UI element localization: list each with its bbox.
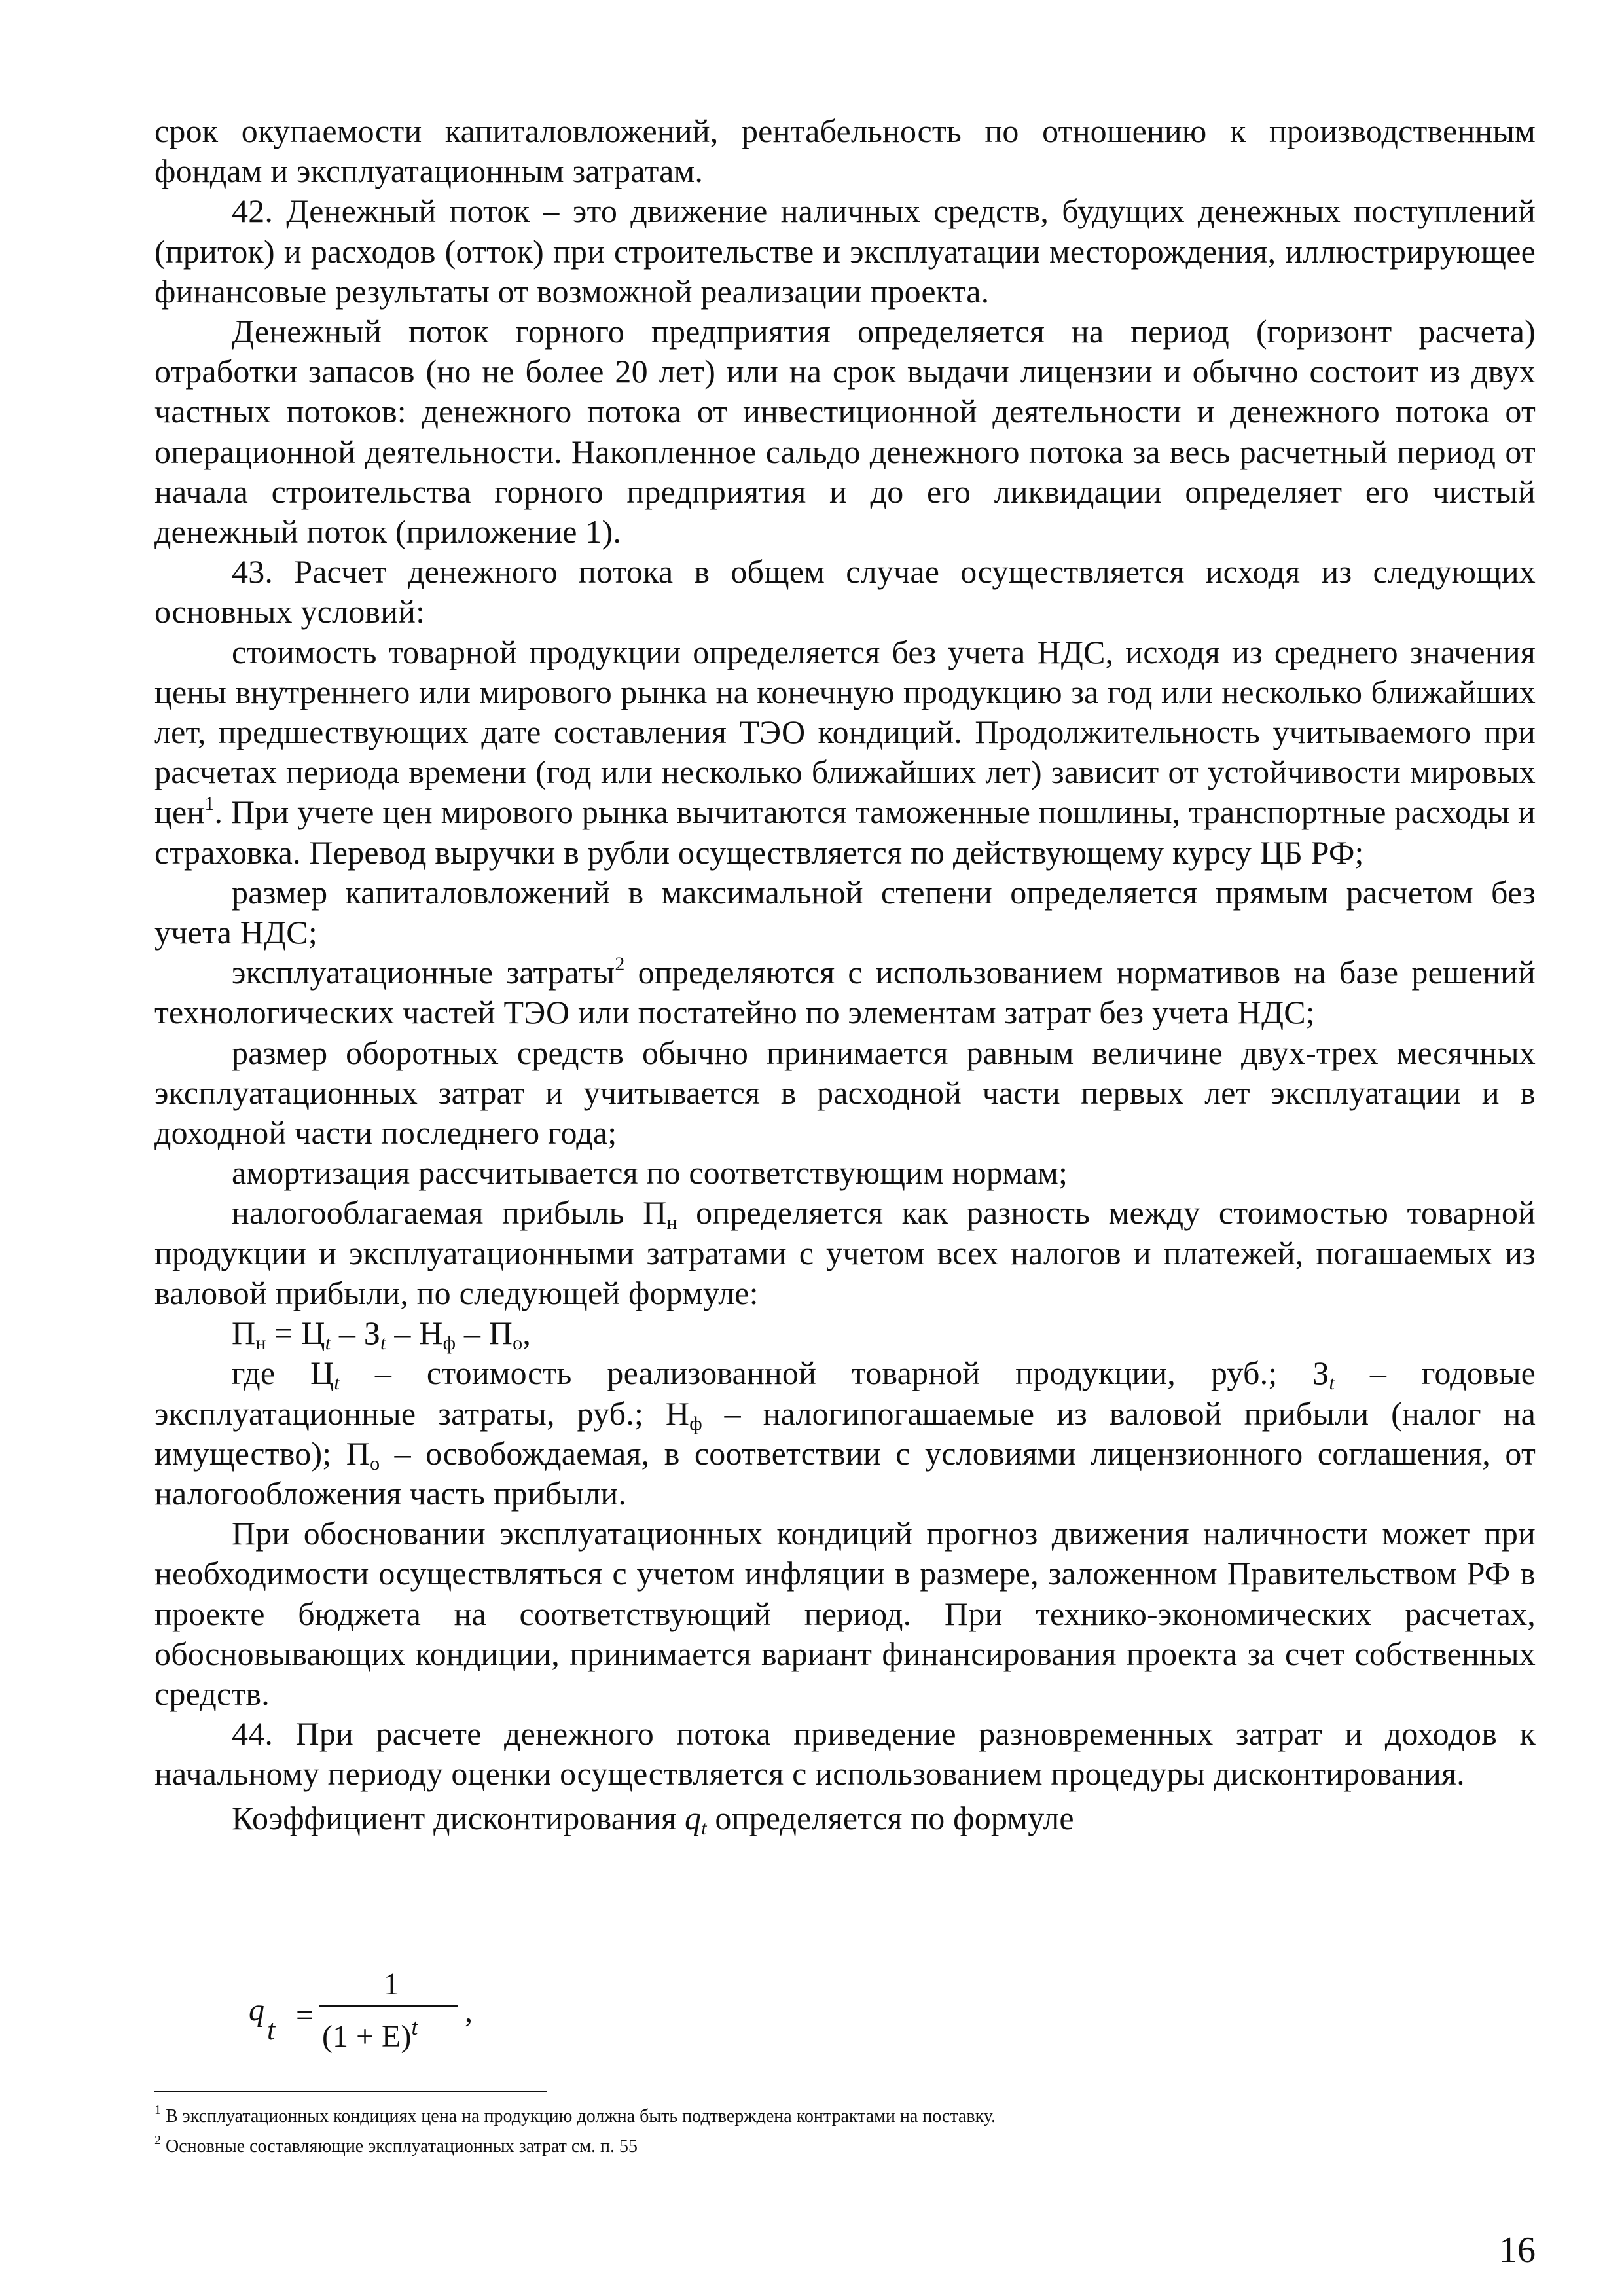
paragraph-44: 44. При расчете денежного потока приведение разновременных затрат и доходов к начальному периоду оценки осуществляется с использованием процедуры дисконтирования. (154, 1715, 1536, 1793)
document-body (154, 111, 1536, 1838)
formula-comma: , (465, 1994, 473, 2029)
paragraph: размер оборотных средств обычно принимается равным величине двух-трех месячных эксплуатационных затрат и учитывается в расходной части первых лет эксплуатации и в доходной части последнего года; (154, 1034, 1536, 1152)
footnote-1: $^1$ В эксплуатационных кондициях цена на продукцию должна быть подтверждена контрактами на поставку. (154, 2103, 996, 2126)
paragraph: где $Ц_t$ – стоимость реализованной товарной продукции, руб.; $З_t$ – годовые эксплуатационные затраты, руб.; $Н_ф$ – налогипогашаемые из валовой прибыли (налог на имущество); $П_о$ – освобождаемая, в соответствии с условиями лицензионного соглашения, от налогообложения часть прибыли. (154, 1355, 1536, 1512)
paragraph: амортизация рассчитывается по соответствующим нормам; (232, 1154, 1068, 1192)
discount-formula (249, 1967, 511, 2059)
paragraph: При обосновании эксплуатационных кондиций прогноз движения наличности может при необходимости осуществляться с учетом инфляции в размере, заложенном Правительством РФ в проекте бюджета на соответствующий период. При технико-экономических расчетах, обосновывающих кондиции, принимается вариант финансирования проекта за счет собственных средств. (154, 1515, 1536, 1712)
formula-equals: = (296, 1998, 314, 2033)
footnote-ref: 2 (615, 953, 625, 975)
formula-numerator: 1 (384, 1967, 399, 2001)
paragraph: Коэффициент дисконтирования $q_t$ определяется по формуле (232, 1799, 1074, 1839)
paragraph: размер капиталовложений в максимальной степени определяется прямым расчетом без учета НДС; (154, 873, 1536, 951)
paragraph: стоимость товарной продукции определяется без учета НДС, исходя из среднего значения цены внутреннего или мирового рынка на конечную продукцию за год или несколько ближайших лет, предшествующих дате составления ТЭО кондиций. Продолжительность учитываемого при расчетах периода времени (год или несколько ближайших лет) зависит от устойчивости мировых цен$^1$. При учете цен мирового рынка вычитаются таможенные пошлины, транспортные расходы и страховка. Перевод выручки в рубли осуществляется по действующему курсу ЦБ РФ; (154, 633, 1536, 871)
paragraph: Денежный поток горного предприятия определяется на период (горизонт расчета) отработки запасов (но не более 20 лет) или на срок выдачи лицензии и обычно состоит из двух частных потоков: денежного потока от инвестиционной деятельности и денежного потока от операционной деятельности. Накопленное сальдо денежного потока за весь расчетный период от начала строительства горного предприятия и до его ликвидации определяет его чистый денежный поток (приложение 1). (154, 313, 1536, 551)
fraction-bar (319, 2005, 458, 2007)
paragraph: срок окупаемости капиталовложений, рентабельность по отношению к производственным фондам и эксплуатационным затратам. (154, 113, 1536, 190)
footnote-ref: 1 (204, 793, 215, 815)
paragraph-42: 42. Денежный поток – это движение наличных средств, будущих денежных поступлений (приток) и расходов (отток) при строительстве и эксплуатации месторождения, иллюстрирующее финансовые результаты от возможной реализации проекта. (154, 192, 1536, 310)
profit-formula: $П_н = Ц_t - З_t - Н_ф - П_о$, (232, 1315, 532, 1355)
paragraph: налогооблагаемая прибыль $П_н$ определяется как разность между стоимостью товарной продукции и эксплуатационными затратами с учетом всех налогов и платежей, погашаемых из валовой прибыли, по следующей формуле: (154, 1194, 1536, 1311)
formula-denominator: $(1 + Е)^t$ (322, 2014, 418, 2054)
paragraph-43: 43. Расчет денежного потока в общем случае осуществляется исходя из следующих основных условий: (154, 553, 1536, 630)
page-number: 16 (1499, 2230, 1536, 2270)
paragraph: эксплуатационные затраты$^2$ определяются с использованием нормативов на базе решений технологических частей ТЭО или постатейно по элементам затрат без учета НДС; (154, 953, 1536, 1031)
formula-q: q (249, 1993, 264, 2028)
footnote-2: $^2$ Основные составляющие эксплуатационных затрат см. п. 55 (154, 2133, 638, 2157)
footnote-divider (154, 2091, 547, 2092)
formula-t: t (267, 2014, 276, 2046)
